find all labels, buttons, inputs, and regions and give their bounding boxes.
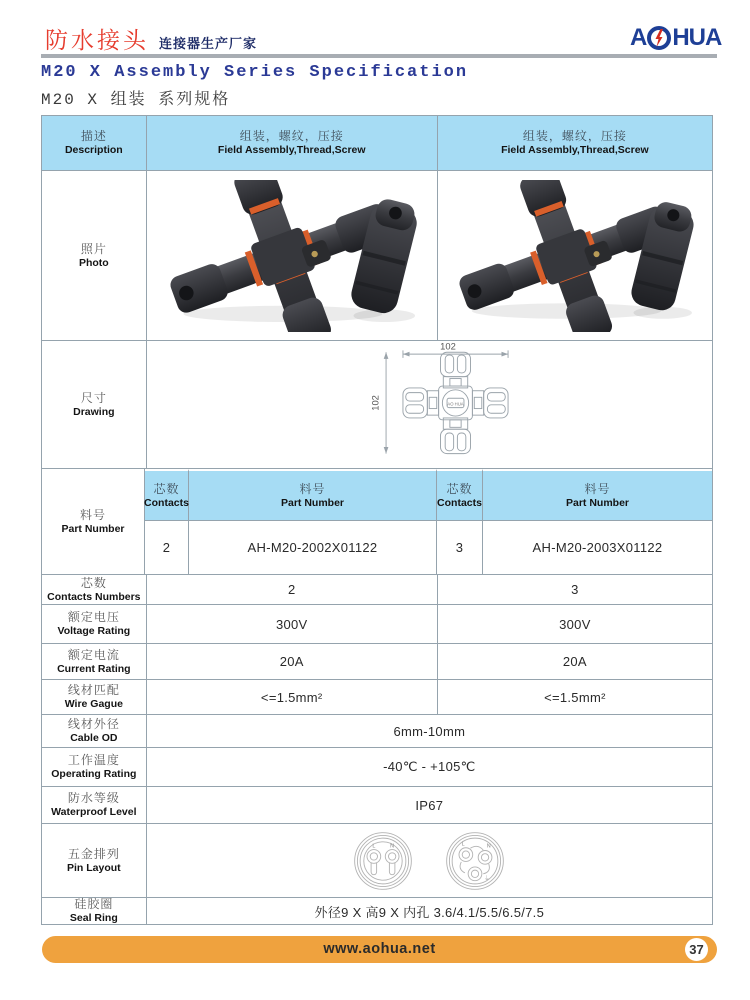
- voltage-value-2: [438, 605, 712, 643]
- label-en: Cable OD: [70, 732, 118, 744]
- svg-text:L: L: [372, 842, 376, 849]
- description-value-1: [147, 116, 438, 170]
- pin-layout-3pin-diagram: [443, 829, 507, 893]
- label-en: Seal Ring: [69, 912, 118, 924]
- label-en: Photo: [78, 256, 109, 269]
- pn-header-1: [189, 469, 437, 520]
- row-voltage-rating: [42, 605, 712, 644]
- label-en: Contacts Numbers: [47, 590, 141, 603]
- label-en: Operating Rating: [51, 768, 137, 780]
- row-waterproof-level: [42, 787, 712, 824]
- contacts-header-2: [437, 469, 483, 520]
- part-number-value-2: [483, 521, 712, 574]
- pin-layout-diagrams: [147, 824, 712, 897]
- label-en: Part Number: [61, 522, 125, 535]
- value-text: 外径9 X 高9 X 内孔 3.6/4.1/5.5/6.5/7.5: [314, 904, 545, 920]
- row-description: [42, 116, 712, 171]
- label-cn: 线材匹配: [67, 683, 120, 697]
- hdr-en: Part Number: [280, 496, 344, 509]
- row-contacts-numbers: [42, 575, 712, 605]
- label-cn: 芯数: [80, 575, 107, 590]
- part-number-data-row: [145, 521, 712, 574]
- label-cn: 额定电流: [67, 647, 120, 662]
- voltage-rating-label: [42, 605, 147, 643]
- label-en: Pin Layout: [67, 861, 121, 874]
- desc-cn: 组装，螺纹，压接: [522, 129, 627, 143]
- wire-gauge-label: [42, 680, 147, 714]
- hdr-en: Part Number: [565, 496, 629, 509]
- hdr-cn: 芯数: [153, 481, 180, 496]
- svg-text:⏚: ⏚: [484, 875, 490, 882]
- wire-gauge-value-1: [147, 680, 438, 714]
- part-number-text: AH-M20-2003X01122: [532, 540, 663, 555]
- operating-rating-label: [42, 748, 147, 786]
- value-text: <=1.5mm²: [544, 689, 606, 705]
- company-logo: [630, 24, 721, 52]
- row-seal-ring: [42, 898, 712, 924]
- label-cn: 额定电压: [67, 610, 120, 624]
- description-value-2: [438, 116, 712, 170]
- logo-text-prefix: A: [630, 24, 647, 51]
- value-text: 20A: [279, 654, 304, 669]
- part-number-label: [42, 469, 145, 574]
- label-cn: 尺寸: [80, 390, 107, 405]
- connector-photo-image: [446, 180, 704, 332]
- row-cable-od: [42, 715, 712, 748]
- desc-en: Field Assembly,Thread,Screw: [501, 144, 649, 156]
- description-label: [42, 116, 147, 170]
- label-cn: 照片: [80, 241, 107, 256]
- svg-text:102: 102: [440, 341, 457, 352]
- current-value-1: [147, 644, 438, 679]
- desc-cn: 组装，螺纹，压接: [239, 129, 344, 143]
- value-text: 20A: [562, 654, 587, 669]
- brand-header: [45, 22, 257, 55]
- row-wire-gauge: [42, 680, 712, 715]
- brand-title-cn: 防水接头: [45, 28, 149, 53]
- contacts-numbers-value-2: [438, 575, 712, 604]
- hdr-cn: 料号: [299, 481, 326, 496]
- hdr-en: Contacts: [437, 496, 482, 509]
- logo-text-suffix: HUA: [672, 24, 722, 51]
- contacts-count: 2: [162, 540, 171, 555]
- hdr-en: Contacts: [144, 496, 189, 509]
- value-text: 3: [571, 582, 579, 597]
- photo-label: [42, 171, 147, 340]
- label-cn: 硅胶圈: [74, 897, 114, 911]
- label-cn: 五金排列: [67, 846, 120, 861]
- page-title-cn: M20 X 组装 系列规格: [41, 91, 231, 109]
- dimension-drawing-image: [336, 341, 560, 463]
- label-en: Waterproof Level: [51, 806, 137, 818]
- product-photo-2: [438, 171, 712, 340]
- row-pin-layout: [42, 824, 712, 898]
- label-cn: 线材外径: [67, 717, 120, 731]
- label-en: Current Rating: [57, 662, 131, 675]
- cable-od-label: [42, 715, 147, 747]
- contacts-header-1: [145, 469, 189, 520]
- label-en: Description: [64, 144, 123, 156]
- row-operating-rating: [42, 748, 712, 787]
- contacts-numbers-value-1: [147, 575, 438, 604]
- label-cn: 描述: [80, 129, 107, 143]
- wire-gauge-value-2: [438, 680, 712, 714]
- waterproof-level-label: [42, 787, 147, 823]
- value-text: 300V: [275, 616, 308, 632]
- contacts-count: 3: [455, 540, 464, 555]
- contacts-numbers-label: [42, 575, 147, 604]
- spec-table: [41, 115, 713, 925]
- part-number-header-row: [145, 469, 712, 521]
- contacts-value-1: [145, 521, 189, 574]
- value-text: -40℃ - +105℃: [383, 759, 476, 774]
- label-en: Voltage Rating: [57, 625, 131, 637]
- part-number-text: AH-M20-2002X01122: [247, 540, 378, 555]
- pin-layout-label: [42, 824, 147, 897]
- value-text: 6mm-10mm: [393, 723, 466, 739]
- svg-text:AO HUA: AO HUA: [447, 401, 464, 407]
- seal-ring-label: [42, 898, 147, 924]
- hdr-cn: 芯数: [446, 481, 473, 496]
- connector-photo-image: [156, 180, 428, 332]
- hdr-cn: 料号: [584, 481, 611, 496]
- row-drawing: [42, 341, 712, 469]
- waterproof-level-value: [147, 787, 712, 823]
- page-title-en: M20 X Assembly Series Specification: [41, 63, 469, 82]
- brand-subtitle: 连接器生产厂家: [159, 36, 258, 51]
- label-en: Drawing: [73, 405, 115, 418]
- pin-layout-2pin-diagram: [351, 829, 415, 893]
- row-part-number: [42, 469, 712, 575]
- website-link[interactable]: www.aohua.net: [323, 941, 436, 957]
- label-cn: 防水等级: [67, 791, 120, 805]
- label-en: Wire Gague: [64, 698, 123, 710]
- label-cn: 工作温度: [67, 753, 120, 767]
- part-number-value-1: [189, 521, 437, 574]
- cable-od-value: [147, 715, 712, 747]
- current-value-2: [438, 644, 712, 679]
- seal-ring-value: [147, 898, 712, 924]
- label-cn: 料号: [79, 507, 106, 522]
- value-text: 300V: [559, 616, 591, 632]
- dimension-drawing: [147, 341, 712, 468]
- pn-header-2: [483, 469, 712, 520]
- value-text: <=1.5mm²: [260, 689, 323, 705]
- value-text: IP67: [415, 797, 444, 813]
- voltage-value-1: [147, 605, 438, 643]
- row-photo: [42, 171, 712, 341]
- contacts-value-2: [437, 521, 483, 574]
- current-rating-label: [42, 644, 147, 679]
- svg-text:L: L: [461, 840, 465, 847]
- svg-text:102: 102: [370, 395, 381, 411]
- svg-text:N: N: [487, 842, 492, 849]
- svg-text:N: N: [390, 842, 395, 849]
- value-text: 2: [287, 582, 296, 597]
- page-number-badge: 37: [685, 938, 708, 961]
- operating-rating-value: [147, 748, 712, 786]
- logo-bolt-icon: [647, 26, 671, 50]
- product-photo-1: [147, 171, 438, 340]
- header-divider: [41, 54, 717, 58]
- drawing-label: [42, 341, 147, 468]
- desc-en: Field Assembly,Thread,Screw: [217, 144, 366, 156]
- row-current-rating: [42, 644, 712, 680]
- footer-bar: [42, 936, 717, 963]
